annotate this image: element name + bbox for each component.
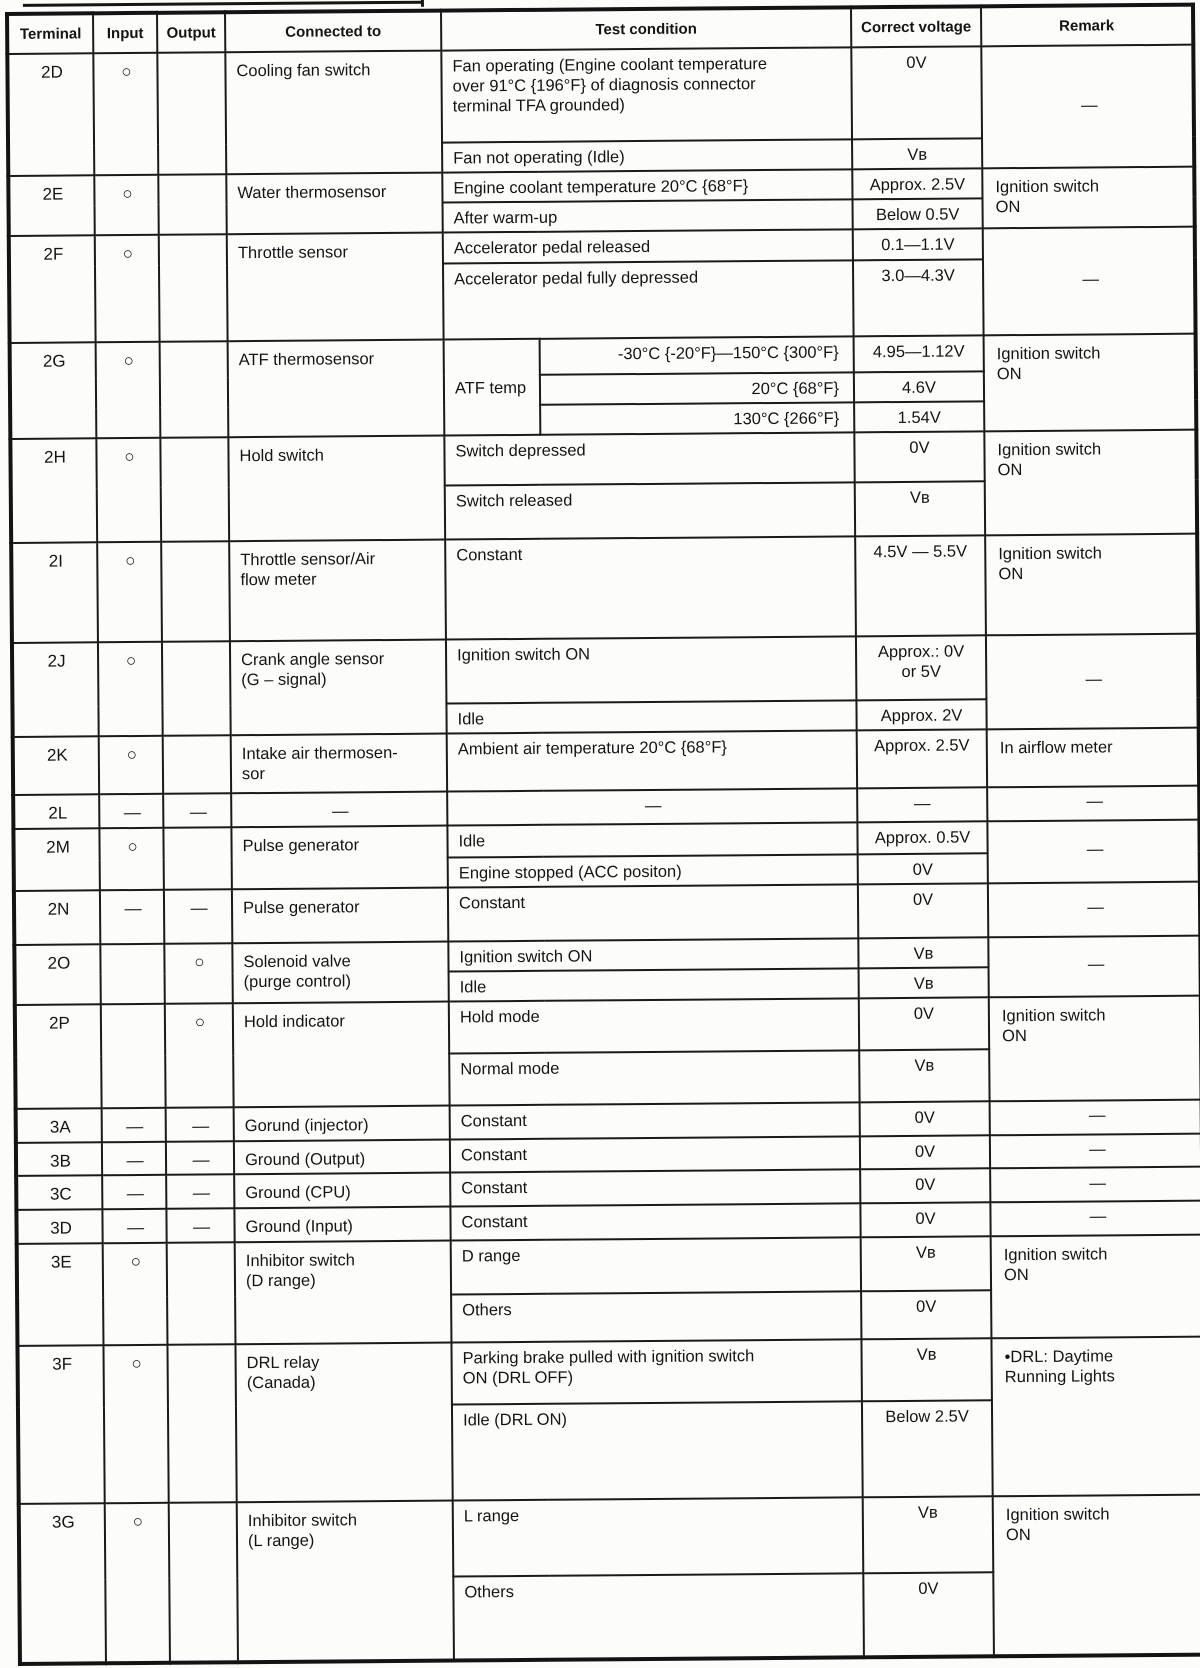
test-condition-cell: 20°C {68°F} xyxy=(540,372,854,405)
terminal-cell: 2F xyxy=(9,236,96,343)
output-flag xyxy=(161,541,230,642)
remark-cell: — xyxy=(990,1133,1200,1168)
test-condition-cell: Fan not operating (Idle) xyxy=(442,139,852,172)
test-condition-cell: Constant xyxy=(448,884,858,941)
output-flag xyxy=(162,641,231,736)
input-flag: ○ xyxy=(99,736,163,795)
table-row xyxy=(10,429,1196,488)
table-row xyxy=(13,728,1199,795)
input-flag: ○ xyxy=(96,341,161,438)
terminal-cell: 2N xyxy=(14,890,100,945)
input-flag: ○ xyxy=(98,642,163,737)
input-flag: — xyxy=(102,1108,166,1142)
connected-to-cell: Throttle sensor xyxy=(227,233,444,341)
connected-to-cell: Water thermosensor xyxy=(226,173,442,235)
terminal-cell: 2D xyxy=(7,53,94,176)
input-flag: — xyxy=(102,1209,166,1243)
test-condition-cell: Ignition switch ON xyxy=(446,636,857,703)
voltage-cell: Approx. 2.5V xyxy=(852,168,982,199)
terminal-cell: 2L xyxy=(13,794,99,828)
terminal-cell: 2O xyxy=(14,944,100,1005)
output-flag: — xyxy=(166,1141,234,1175)
remark-cell: Ignition switch ON xyxy=(989,996,1200,1102)
terminal-cell: 3E xyxy=(17,1243,104,1346)
test-condition-cell: Constant xyxy=(450,1102,860,1139)
voltage-cell: 0V xyxy=(860,1135,990,1170)
connected-to-cell: Crank angle sensor (G – signal) xyxy=(230,639,447,735)
voltage-cell: 3.0—4.3V xyxy=(853,259,984,336)
col-header-remark: Remark xyxy=(981,5,1193,47)
test-condition-cell: Fan operating (Engine coolant temperature over 91°C {196°F} of diagnosis connector terminal TFA grounded) xyxy=(441,47,852,142)
output-flag: ○ xyxy=(164,943,232,1004)
remark-cell: In airflow meter xyxy=(987,728,1199,788)
col-header-input: Input xyxy=(93,13,157,54)
remark-cell: Ignition switch ON xyxy=(982,167,1194,229)
remark-cell: Ignition switch ON xyxy=(984,429,1197,535)
voltage-cell: 4.5V — 5.5V xyxy=(855,535,986,636)
output-flag: — xyxy=(166,1107,234,1141)
terminal-cell: 3A xyxy=(16,1108,102,1142)
terminal-cell: 3D xyxy=(16,1209,102,1243)
input-flag: — xyxy=(102,1175,166,1209)
output-flag xyxy=(160,341,229,438)
test-condition-cell: Ignition switch ON xyxy=(448,938,858,971)
table-row xyxy=(12,633,1198,706)
test-condition-cell: Switch depressed xyxy=(444,432,854,485)
input-flag: — xyxy=(102,1141,166,1175)
voltage-cell: Approx. 2V xyxy=(856,699,986,730)
table-row xyxy=(17,1235,1200,1298)
test-condition-cell: Engine coolant temperature 20°C {68°F} xyxy=(442,169,852,202)
test-condition-cell: Others xyxy=(453,1573,864,1660)
test-condition-cell: L range xyxy=(453,1497,864,1576)
terminal-cell: 3B xyxy=(16,1142,102,1176)
input-flag: ○ xyxy=(99,827,163,890)
test-condition-cell: Switch released xyxy=(445,482,855,539)
connected-to-cell: Ground (CPU) xyxy=(234,1173,450,1208)
input-flag: — xyxy=(100,890,164,945)
voltage-cell: 1.54V xyxy=(854,401,984,432)
input-flag: ○ xyxy=(96,438,161,542)
scanned-page xyxy=(5,3,1200,1666)
test-condition-cell: — xyxy=(447,788,857,825)
table-row xyxy=(17,1337,1200,1408)
input-flag: ○ xyxy=(93,53,158,176)
test-condition-cell: Hold mode xyxy=(449,998,859,1053)
output-flag xyxy=(163,827,231,890)
voltage-cell: 4.95—1.12V xyxy=(854,335,984,372)
terminal-cell: 2J xyxy=(12,642,99,737)
voltage-cell: 0V xyxy=(858,883,988,938)
remark-cell: — xyxy=(988,881,1200,937)
voltage-cell: Vʙ xyxy=(861,1236,991,1291)
input-flag xyxy=(100,944,164,1005)
table-row xyxy=(11,533,1198,642)
test-condition-cell: Engine stopped (ACC positon) xyxy=(448,854,858,887)
connected-to-cell: Ground (Input) xyxy=(234,1207,450,1242)
voltage-cell: 0V xyxy=(859,997,989,1050)
connected-to-cell: Ground (Output) xyxy=(234,1139,450,1174)
terminal-cell: 2G xyxy=(10,342,97,439)
terminal-cell: 2K xyxy=(13,736,99,795)
voltage-cell: 0V xyxy=(858,853,988,884)
test-condition-cell: Others xyxy=(451,1291,861,1342)
test-condition-cell: Ambient air temperature 20°C {68°F} xyxy=(447,730,857,791)
voltage-cell: Vʙ xyxy=(863,1496,994,1573)
voltage-cell: 0V xyxy=(860,1169,990,1204)
input-flag: ○ xyxy=(103,1345,168,1503)
connected-to-cell: ATF thermosensor xyxy=(228,339,445,437)
connected-to-cell: Inhibitor switch (D range) xyxy=(235,1240,452,1344)
voltage-cell: Vʙ xyxy=(855,481,985,536)
voltage-cell: Vʙ xyxy=(859,1049,989,1102)
input-flag: ○ xyxy=(95,235,160,342)
voltage-cell: Approx. 0.5V xyxy=(857,821,987,854)
remark-cell: Ignition switch ON xyxy=(993,1495,1200,1657)
voltage-cell: 0V xyxy=(860,1202,990,1237)
test-condition-cell: Constant xyxy=(450,1170,860,1207)
remark-cell: Ignition switch ON xyxy=(985,533,1198,635)
test-condition-cell: Idle xyxy=(447,822,857,857)
remark-cell: — xyxy=(990,1100,1200,1135)
test-condition-cell: -30°C {-20°F}—150°C {300°F} xyxy=(540,336,854,374)
voltage-cell: — xyxy=(857,787,987,822)
table-row xyxy=(7,45,1194,146)
table-row xyxy=(15,996,1200,1057)
output-flag: — xyxy=(164,889,232,944)
terminal-cell: 2P xyxy=(15,1004,102,1109)
test-condition-cell: Normal mode xyxy=(449,1050,859,1105)
voltage-cell: 0V xyxy=(863,1572,994,1657)
connected-to-cell: Pulse generator xyxy=(232,887,448,943)
output-flag: ○ xyxy=(165,1003,234,1108)
voltage-cell: 0V xyxy=(860,1101,990,1136)
connected-to-cell: Hold switch xyxy=(228,435,445,541)
test-condition-cell: Constant xyxy=(450,1204,860,1241)
col-header-test-condition: Test condition xyxy=(441,7,851,50)
table-row xyxy=(14,881,1200,944)
connected-to-cell: Throttle sensor/Air flow meter xyxy=(229,539,446,641)
terminal-cell: 3G xyxy=(19,1503,106,1664)
voltage-cell: 0V xyxy=(854,431,984,482)
test-condition-cell: After warm-up xyxy=(443,200,853,233)
input-flag: — xyxy=(99,794,163,828)
connected-to-cell: Inhibitor switch (L range) xyxy=(237,1500,454,1662)
remark-cell: — xyxy=(987,819,1199,883)
remark-cell: — xyxy=(986,633,1199,729)
test-condition-cell: Idle (DRL ON) xyxy=(452,1401,863,1500)
voltage-cell: 0.1—1.1V xyxy=(853,229,983,260)
terminal-cell: 2I xyxy=(11,542,98,643)
remark-cell: — xyxy=(988,935,1200,997)
input-flag xyxy=(101,1004,166,1108)
output-flag xyxy=(163,735,231,794)
test-condition-cell: Constant xyxy=(445,536,856,639)
terminal-cell: 3C xyxy=(16,1176,102,1210)
voltage-cell: Vʙ xyxy=(861,1338,991,1401)
test-condition-cell: Accelerator pedal released xyxy=(443,230,853,263)
voltage-cell: Vʙ xyxy=(859,967,989,998)
connected-to-cell: Solenoid valve (purge control) xyxy=(232,941,448,1003)
atf-temp-label: ATF temp xyxy=(444,338,541,435)
output-flag xyxy=(167,1242,236,1345)
remark-cell: •DRL: Daytime Running Lights xyxy=(991,1337,1200,1497)
connected-to-cell: — xyxy=(231,791,447,826)
test-condition-cell: 130°C {266°F} xyxy=(540,402,854,435)
test-condition-cell: Idle xyxy=(449,968,859,1001)
output-flag: — xyxy=(163,793,231,827)
connected-to-cell: Cooling fan switch xyxy=(225,51,442,175)
output-flag: — xyxy=(166,1208,234,1242)
table-row xyxy=(19,1495,1200,1580)
output-flag xyxy=(159,235,228,342)
remark-cell: — xyxy=(983,227,1196,335)
output-flag xyxy=(157,52,226,175)
output-flag xyxy=(160,437,229,542)
connected-to-cell: Pulse generator xyxy=(231,825,447,889)
test-condition-cell: Parking brake pulled with ignition switch ON (DRL OFF) xyxy=(451,1339,861,1404)
terminal-cell: 2E xyxy=(8,175,94,236)
test-condition-cell: Constant xyxy=(450,1136,860,1173)
voltage-cell: 0V xyxy=(851,46,982,139)
remark-cell: — xyxy=(987,786,1199,821)
terminal-cell: 2H xyxy=(10,438,97,543)
terminal-voltage-table xyxy=(5,3,1200,1666)
output-flag xyxy=(169,1502,238,1663)
input-flag: ○ xyxy=(97,542,162,642)
output-flag xyxy=(158,174,226,235)
remark-cell: — xyxy=(990,1167,1200,1202)
connected-to-cell: Gorund (injector) xyxy=(234,1106,450,1141)
voltage-cell: Below 2.5V xyxy=(862,1400,993,1497)
remark-cell: — xyxy=(981,45,1194,169)
input-flag: ○ xyxy=(103,1243,168,1345)
scan-artifact xyxy=(23,1,423,7)
terminal-cell: 2M xyxy=(13,828,99,891)
col-header-terminal: Terminal xyxy=(7,13,93,54)
col-header-correct-voltage: Correct voltage xyxy=(851,6,981,47)
terminal-cell: 3F xyxy=(17,1345,104,1504)
scan-artifact xyxy=(421,0,424,7)
voltage-cell: Approx.: 0V or 5V xyxy=(856,635,986,700)
voltage-cell: Approx. 2.5V xyxy=(857,729,987,788)
connected-to-cell: DRL relay (Canada) xyxy=(235,1342,452,1502)
input-flag: ○ xyxy=(94,175,158,236)
test-condition-cell: D range xyxy=(451,1237,861,1294)
test-condition-cell: Accelerator pedal fully depressed xyxy=(443,260,854,339)
voltage-cell: 4.6V xyxy=(854,371,984,402)
col-header-connected-to: Connected to xyxy=(225,11,441,53)
remark-cell: — xyxy=(990,1201,1200,1236)
voltage-cell: 0V xyxy=(861,1290,991,1339)
input-flag: ○ xyxy=(105,1503,170,1663)
connected-to-cell: Intake air thermosen- sor xyxy=(231,733,447,793)
remark-cell: Ignition switch ON xyxy=(991,1235,1200,1339)
voltage-cell: Vʙ xyxy=(852,138,982,169)
test-condition-cell: Idle xyxy=(446,700,856,733)
voltage-cell: Below 0.5V xyxy=(853,199,983,230)
output-flag xyxy=(167,1344,236,1503)
voltage-cell: Vʙ xyxy=(858,937,988,968)
remark-cell: Ignition switch ON xyxy=(984,333,1197,431)
output-flag: — xyxy=(166,1175,234,1209)
col-header-output: Output xyxy=(157,12,225,53)
connected-to-cell: Hold indicator xyxy=(233,1002,450,1108)
